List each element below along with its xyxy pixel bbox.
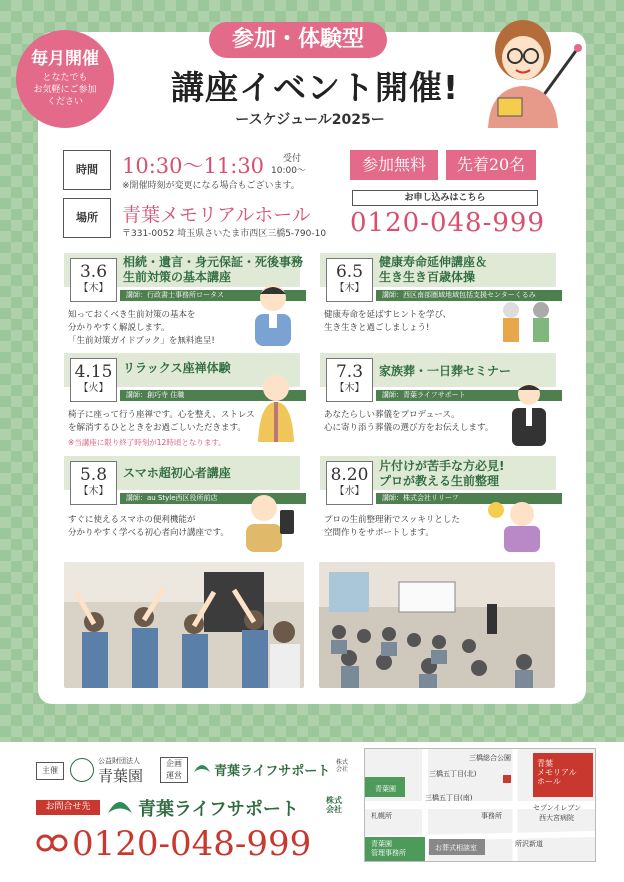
event-date-box <box>326 358 373 402</box>
event-date-box <box>70 461 117 505</box>
contact-label: お問合せ先 <box>36 800 100 815</box>
leaf-logo-icon <box>106 795 134 817</box>
map-label: 三橋総合公園 <box>469 754 511 762</box>
event-date-box <box>70 358 117 402</box>
event-lecturer: 講師：au Style西区役所前店 <box>120 493 306 504</box>
event-weekday: 【火】 <box>78 383 109 394</box>
apply-phone[interactable]: 0120-048-999 <box>350 208 545 238</box>
event-date-box <box>326 258 373 302</box>
event-tag: 参加・体験型 <box>209 22 387 58</box>
smartphone-user-illustration <box>240 490 298 552</box>
event-date: 5.8 <box>79 465 108 485</box>
event-date: 8.20 <box>330 465 369 485</box>
footer-phone[interactable]: 0120-048-999 <box>72 824 312 864</box>
event-lecturer: 講師：行政書士事務所ロータス <box>120 290 306 301</box>
map-label: 青葉園 管理事務所 <box>371 840 406 857</box>
event-weekday: 【木】 <box>334 283 365 294</box>
event-lecturer: 講師：西区南部圏域地域包括支援センターくるみ <box>376 290 562 301</box>
organizer-illustration <box>484 496 554 552</box>
time-label: 時間 <box>63 150 111 190</box>
venue-address: 〒331-0052 埼玉県さいたま市西区三橋5-790-10 <box>122 229 327 239</box>
event-description: 健康寿命を延ばすヒントを学び、 生き生きと過ごしましょう! <box>324 310 452 333</box>
time-note: ※開催時刻が変更になる場合もございます。 <box>122 181 300 191</box>
plan-name: 青葉ライフサポート <box>214 764 331 779</box>
host-small: 公益財団法人 <box>98 757 140 765</box>
reception-label: 受付 <box>283 154 302 164</box>
time-value: 10:30〜11:30 <box>122 154 265 178</box>
event-title: スマホ超初心者講座 <box>123 466 231 480</box>
event-description: 知っておくべき生前対策の基本を 分かりやすく解説します。 「生前対策ガイドブック」を無料進呈! <box>68 310 215 346</box>
event-weekday: 【水】 <box>334 486 365 497</box>
event-weekday: 【木】 <box>78 486 109 497</box>
free-badge: 参加無料 <box>350 150 438 180</box>
event-weekday: 【木】 <box>78 283 109 294</box>
place-label: 場所 <box>63 198 111 238</box>
badge-text: となたでも お気軽にご参加 ください <box>33 73 97 107</box>
event-date-box <box>70 258 117 302</box>
map-label: セブンイレブン <box>533 804 582 812</box>
map-venue-label: 青葉 メモリアル ホール <box>537 759 577 786</box>
lawyer-illustration <box>247 280 299 346</box>
limit-badge: 先着20名 <box>446 150 536 180</box>
map-label: 三橋五丁目(北) <box>429 770 477 778</box>
event-date: 4.15 <box>74 362 113 382</box>
badge-title: 毎月開催 <box>31 49 99 69</box>
event-description: プロの生前整理術でスッキリとした 空間作りをサポートします。 <box>324 515 460 538</box>
businessman-illustration <box>504 380 554 446</box>
plan-suffix: 株式 会社 <box>336 759 349 773</box>
contact-name: 青葉ライフサポート <box>138 799 299 820</box>
venue-name: 青葉メモリアルホール <box>122 204 311 226</box>
page-title: 講座イベント開催! <box>170 68 460 107</box>
exercise-illustration <box>496 300 556 346</box>
event-date: 7.3 <box>335 362 364 382</box>
seminar-photo <box>319 562 555 688</box>
event-title: 相続・遺言・身元保証・死後事務 生前対策の基本講座 <box>123 255 304 284</box>
event-weekday: 【木】 <box>334 383 365 394</box>
event-title: 片付けが苦手な方必見! プロが教える生前整理 <box>379 459 505 488</box>
plan-label: 企画 運営 <box>160 757 188 783</box>
map-label: お葬式相談室 <box>435 844 477 852</box>
event-date: 6.5 <box>335 262 364 282</box>
map-label: 青葉園 <box>375 785 396 793</box>
event-title: リラックス座禅体験 <box>123 361 231 375</box>
host-label: 主催 <box>36 762 64 780</box>
freedial-icon <box>36 832 68 854</box>
event-date-box <box>326 461 373 505</box>
event-title: 健康寿命延伸講座＆ 生き生き百歳体操 <box>379 255 488 284</box>
access-map <box>364 748 596 862</box>
map-label: 所沢新道 <box>515 840 543 848</box>
host-name: 青葉園 <box>98 767 144 785</box>
exercise-class-photo <box>64 562 304 688</box>
event-description: 椅子に座って行う座禅です。心を整え、ストレス を解消するひとときをお過ごしいただきます。 <box>68 410 255 433</box>
event-lecturer: 講師：創巧寺 住職 <box>120 390 306 401</box>
apply-label: お申し込みはこちら <box>352 190 538 206</box>
teacher-illustration <box>478 8 588 128</box>
map-label: 三橋五丁目(南) <box>425 794 473 802</box>
event-description: すぐに使えるスマホの便利機能が 分かりやすく学べる初心者向け講座です。 <box>68 515 229 538</box>
page-subtitle: ースケジュール2025ー <box>235 112 385 128</box>
reception-value: 10:00〜 <box>271 166 306 176</box>
contact-suffix: 株式 会社 <box>326 796 342 814</box>
event-description: あなたらしい葬儀をプロデュース。 心に寄り添う葬儀の選び方をお伝えします。 <box>324 410 494 433</box>
host-logo-icon <box>70 758 94 782</box>
event-date: 3.6 <box>79 262 108 282</box>
map-label: 西大宮病院 <box>539 814 574 822</box>
event-lecturer: 講師：株式会社リリーフ <box>376 493 562 504</box>
monthly-badge <box>16 30 114 128</box>
leaf-logo-icon <box>192 760 212 776</box>
event-title: 家族葬・一日葬セミナー <box>379 364 512 378</box>
event-note: ※当講座に限り終了時刻が12時頃となります。 <box>68 438 226 447</box>
map-label: 札幌所 <box>371 812 392 820</box>
map-label: 事務所 <box>481 812 502 820</box>
event-lecturer: 講師：青葉ライフサポート <box>376 390 562 401</box>
monk-illustration <box>254 372 298 444</box>
